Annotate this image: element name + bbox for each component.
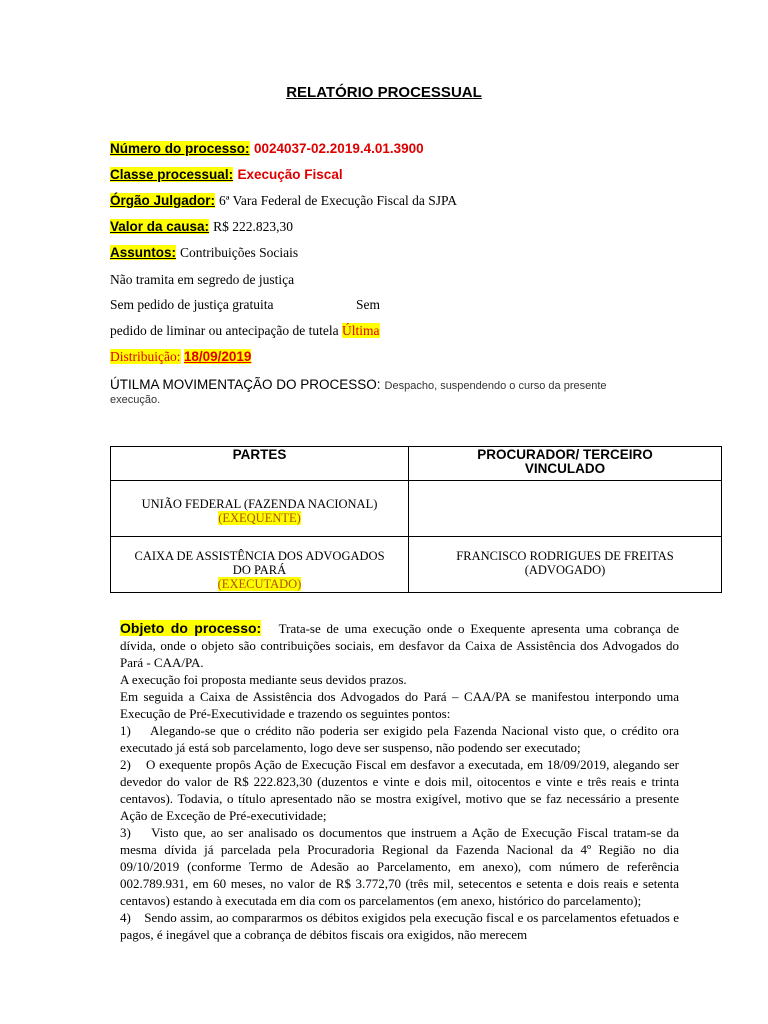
table-row xyxy=(111,537,722,593)
distribuicao-label: Distribuição: xyxy=(110,349,181,364)
field-valor-label: Valor da causa: xyxy=(110,219,210,234)
movimentacao-label: ÚTILMA MOVIMENTAÇÃO DO PROCESSO: xyxy=(110,377,381,392)
header-procurador xyxy=(409,447,722,481)
info-distribuicao xyxy=(110,349,251,365)
table-header-row xyxy=(111,447,722,481)
field-numero-value: 0024037-02.2019.4.01.3900 xyxy=(253,141,424,156)
field-assuntos-value: Contribuições Sociais xyxy=(180,245,299,260)
procurador-cell xyxy=(409,537,722,593)
objeto-item: 2) O exequente propôs Ação de Execução Fiscal em desfavor a executada, em 18/09/2019, alegando ser devedor do valor de R$ 222.823,30 (duzentos e vinte e dois mil, oitocentos e vinte e três reais e trinta centavos). Todavia, o título apresentado não se mostra exigível, motivo que se faz necessário a presente Ação de Exceção de Pré-executividade; xyxy=(120,757,679,823)
info-liminar: pedido de liminar ou antecipação de tutela xyxy=(110,323,339,338)
objeto-paragraph: Em seguida a Caixa de Assistência dos Advogados do Pará – CAA/PA se manifestou interpondo uma Execução de Pré-Executividade e trazendo os seguintes pontos: xyxy=(120,689,679,721)
field-assuntos-label: Assuntos: xyxy=(110,245,177,260)
table-row xyxy=(111,481,722,537)
partes-table xyxy=(110,446,722,593)
document-title: RELATÓRIO PROCESSUAL xyxy=(286,84,482,101)
field-numero-label: Número do processo: xyxy=(110,141,250,156)
procurador-nome: FRANCISCO RODRIGUES DE FREITAS xyxy=(456,549,674,563)
info-ultima: Última xyxy=(342,323,380,338)
parte-nome: CAIXA DE ASSISTÊNCIA DOS ADVOGADOS xyxy=(134,549,385,563)
field-valor xyxy=(110,218,293,236)
field-numero xyxy=(110,140,424,158)
movimentacao-value: Despacho, suspendendo o curso da presente xyxy=(384,380,607,392)
objeto-intro: Trata-se de uma execução onde o Exequente apresenta uma cobrança de dívida, onde o objeto são contribuições sociais, em desfavor da Caixa de Assistência dos Advogados do Pará - CAA/PA. xyxy=(120,621,680,670)
parte-nome-cont: DO PARÁ xyxy=(232,563,287,577)
field-classe xyxy=(110,166,343,184)
info-gratuita: Sem pedido de justiça gratuita xyxy=(110,297,274,312)
movimentacao-value-cont: execução. xyxy=(110,394,161,406)
info-movimentacao xyxy=(110,376,607,394)
field-orgao-label: Órgão Julgador: xyxy=(110,193,216,208)
parte-papel: (EXECUTADO) xyxy=(217,577,302,591)
field-classe-value: Execução Fiscal xyxy=(237,167,343,182)
header-procurador-line1: PROCURADOR/ TERCEIRO xyxy=(477,447,653,462)
procurador-cell xyxy=(409,481,722,537)
field-valor-value: R$ 222.823,30 xyxy=(213,219,293,234)
objeto-item: 1) Alegando-se que o crédito não poderia ser exigido pela Fazenda Nacional visto que, o crédito ora executado já está sob parcelamento, logo deve ser suspenso, não podendo ser executado; xyxy=(120,723,679,755)
info-liminar-line xyxy=(110,323,380,339)
field-assuntos xyxy=(110,244,298,262)
objeto-label: Objeto do processo: xyxy=(120,620,262,636)
objeto-item: 4) Sendo assim, ao compararmos os débitos exigidos pela execução fiscal e os parcelamentos efetuados e pagos, é inegável que a cobrança de débitos fiscais ora exigidos, não merecem xyxy=(120,910,679,942)
distribuicao-value: 18/09/2019 xyxy=(183,349,252,364)
header-procurador-line2: VINCULADO xyxy=(524,461,606,476)
objeto-intro-paragraph xyxy=(120,620,679,671)
info-sem: Sem xyxy=(356,297,381,312)
field-classe-label: Classe processual: xyxy=(110,167,234,182)
parte-papel: (EXEQUENTE) xyxy=(218,511,301,525)
info-segredo: Não tramita em segredo de justiça xyxy=(110,272,295,287)
header-partes: PARTES xyxy=(111,447,409,481)
procurador-papel: (ADVOGADO) xyxy=(524,563,606,577)
objeto-section xyxy=(120,620,679,943)
parte-cell xyxy=(111,537,409,593)
parte-nome: UNIÃO FEDERAL (FAZENDA NACIONAL) xyxy=(141,497,378,511)
parte-cell xyxy=(111,481,409,537)
objeto-item: 3) Visto que, ao ser analisado os documentos que instruem a Ação de Execução Fiscal tratam-se da mesma dívida já parcelada pela Procuradoria Regional da Fazenda Nacional da 4º Região no dia 09/10/2019 (conforme Termo de Adesão ao Parcelamento, em anexo), com número de referência 002.789.931, em 60 meses, no valor de R$ 3.772,70 (três mil, setecentos e setenta e dois reais e setenta centavos) estando à executada em dia com os parcelamentos (em anexo, histórico do parcelamento); xyxy=(120,825,679,908)
field-orgao xyxy=(110,192,457,210)
objeto-paragraph: A execução foi proposta mediante seus devidos prazos. xyxy=(120,672,407,687)
field-orgao-value: 6ª Vara Federal de Execução Fiscal da SJPA xyxy=(219,193,458,208)
